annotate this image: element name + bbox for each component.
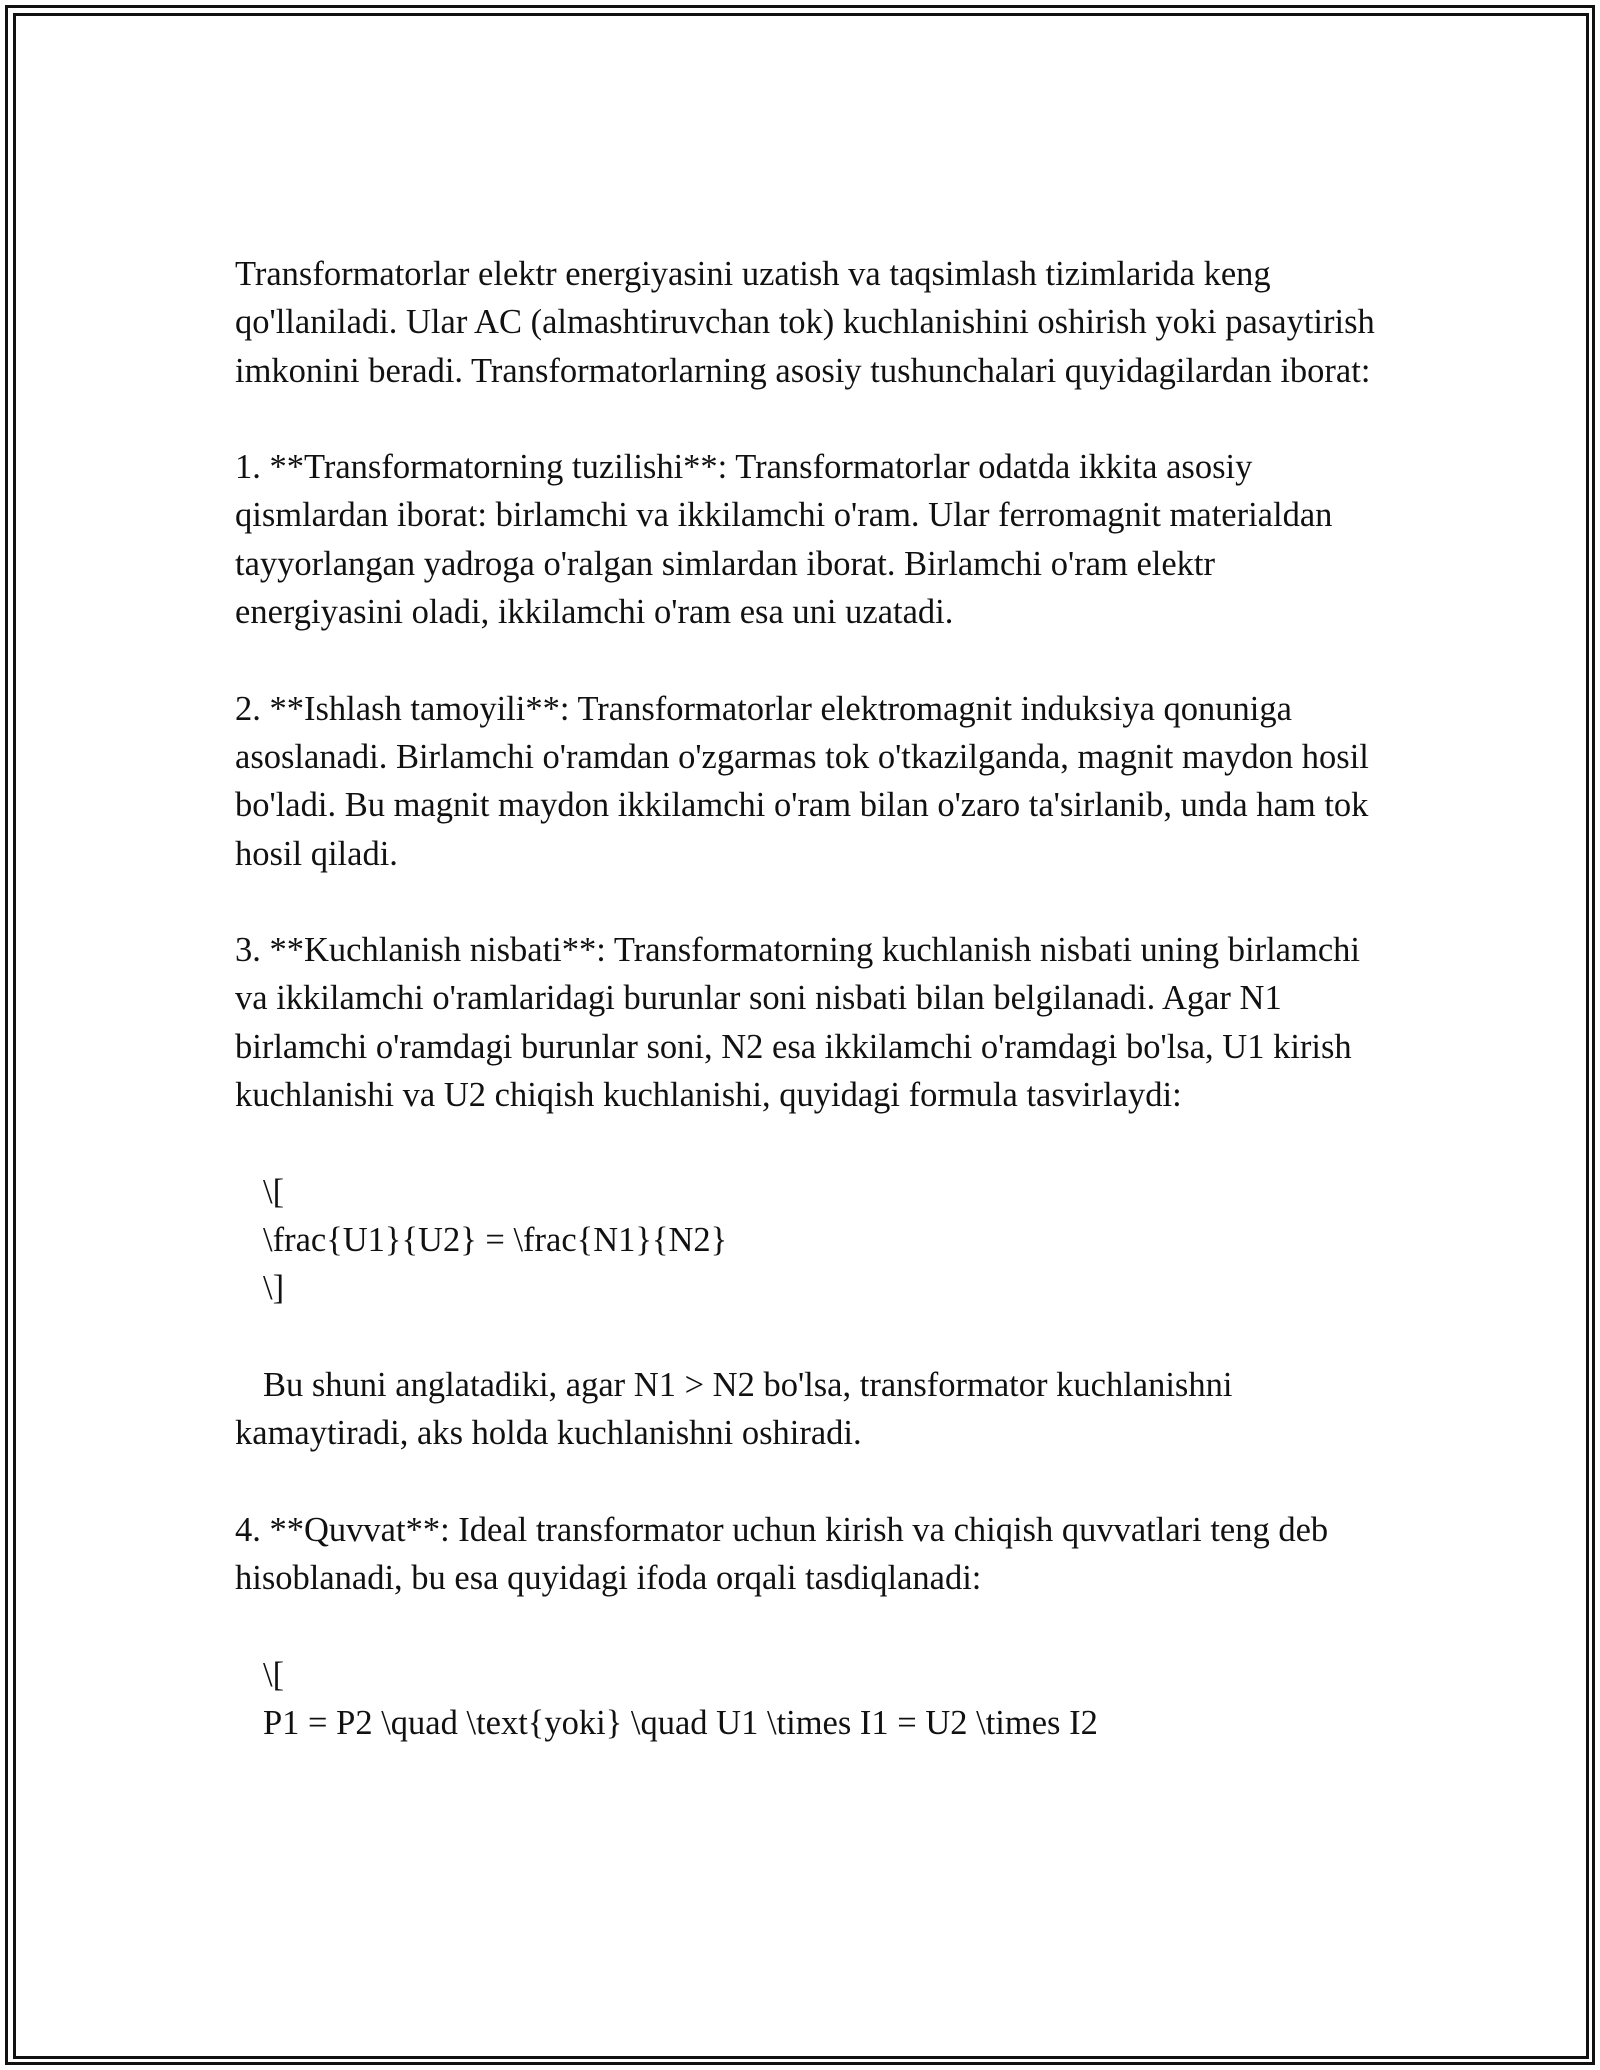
formula-power <box>235 1651 1375 1748</box>
formula-voltage-ratio <box>235 1168 1375 1313</box>
note-line-2: kamaytiradi, aks holda kuchlanishni oshiradi. <box>235 1414 862 1453</box>
list-item-structure: 1. **Transformatorning tuzilishi**: Transformatorlar odatda ikkita asosiy qismlardan iborat: birlamchi va ikkilamchi o'ram. Ular ferromagnit materialdan tayyorlangan yadroga o'ralgan simlardan iborat. Birlamchi o'ram elektr energiyasini oladi, ikkilamchi o'ram esa uni uzatadi. <box>235 448 1333 632</box>
formula-close: \] <box>263 1269 285 1308</box>
list-item-power: 4. **Quvvat**: Ideal transformator uchun kirish va chiqish quvvatlari teng deb hisoblanadi, bu esa quyidagi ifoda orqali tasdiqlanadi: <box>235 1510 1329 1598</box>
list-item-voltage-ratio: 3. **Kuchlanish nisbati**: Transformatorning kuchlanish nisbati uning birlamchi va ikkilamchi o'ramlaridagi burunlar soni nisbati bilan belgilanadi. Agar N1 birlamchi o'ramdagi burunlar soni, N2 esa ikkilamchi o'ramdagi bo'lsa, U1 kirish kuchlanishi va U2 chiqish kuchlanishi, quyidagi formula tasvirlaydi: <box>235 931 1360 1115</box>
formula-open: \[ <box>263 1172 285 1211</box>
formula-body: P1 = P2 \quad \text{yoki} \quad U1 \times I1 = U2 \times I2 <box>263 1703 1098 1742</box>
list-item-principle: 2. **Ishlash tamoyili**: Transformatorlar elektromagnit induksiya qonuniga asoslanadi. Birlamchi o'ramdan o'zgarmas tok o'tkazilganda, magnit maydon hosil bo'ladi. Bu magnit maydon ikkilamchi o'ram bilan o'zaro ta'sirlanib, unda ham tok hosil qiladi. <box>235 689 1369 873</box>
document-body <box>235 250 1375 1796</box>
note-line-1: Bu shuni anglatadiki, agar N1 > N2 bo'lsa, transformator kuchlanishni <box>263 1365 1233 1404</box>
formula-open: \[ <box>263 1655 285 1694</box>
formula-body: \frac{U1}{U2} = \frac{N1}{N2} <box>263 1220 728 1259</box>
voltage-ratio-note <box>235 1361 1375 1458</box>
intro-paragraph: Transformatorlar elektr energiyasini uzatish va taqsimlash tizimlarida keng qo'llaniladi. Ular AC (almashtiruvchan tok) kuchlanishini oshirish yoki pasaytirish imkonini beradi. Transformatorlarning asosiy tushunchalari quyidagilardan iborat: <box>235 255 1375 390</box>
